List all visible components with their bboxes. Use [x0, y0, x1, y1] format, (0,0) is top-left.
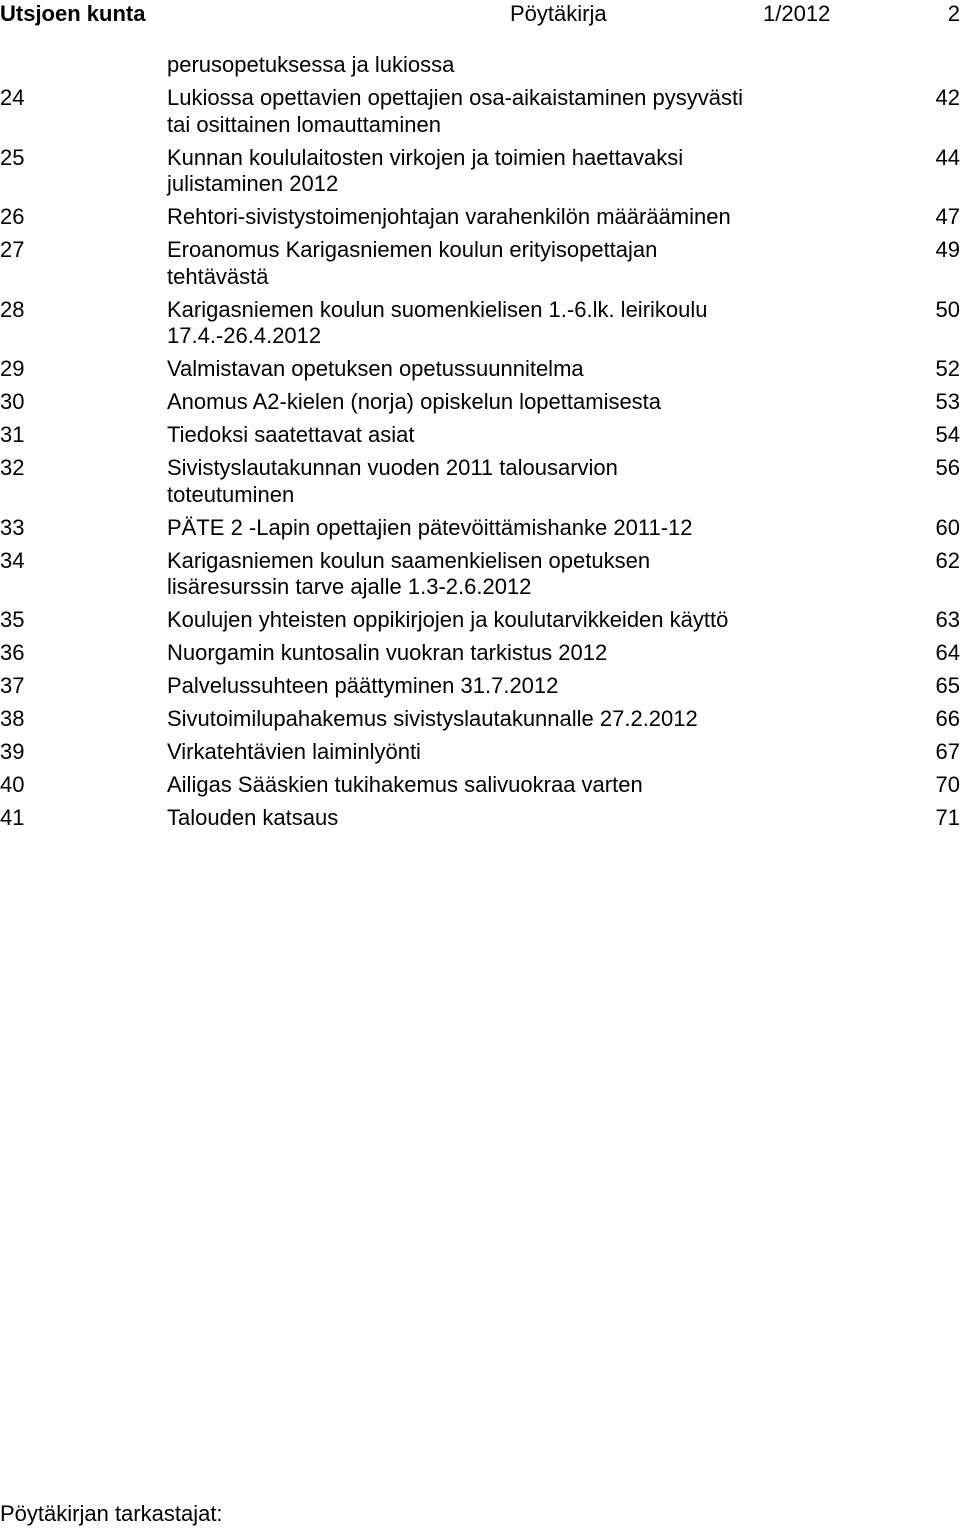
- toc-row: [0, 389, 960, 416]
- section-number: 40: [0, 772, 25, 797]
- section-title: Sivutoimilupahakemus sivistyslautakunnalle 27.2.2012: [167, 706, 698, 731]
- section-title: Ailigas Sääskien tukihakemus salivuokraa varten: [167, 772, 643, 797]
- section-page-number: 63: [935, 607, 960, 632]
- section-number: 35: [0, 607, 25, 632]
- toc-row: [0, 204, 960, 231]
- toc-row: [0, 673, 960, 700]
- section-title: perusopetuksessa ja lukiossa: [167, 52, 455, 77]
- section-page-number: 66: [935, 706, 960, 731]
- section-page-number: 65: [935, 673, 960, 698]
- section-page-number: 49: [935, 237, 960, 262]
- section-page-number: 53: [935, 389, 960, 414]
- document-number: 1/2012: [763, 1, 831, 26]
- section-title: Lukiossa opettavien opettajien osa-aikaistaminen pysyvästi tai osittainen lomauttaminen: [167, 85, 743, 137]
- section-number: 30: [0, 389, 25, 414]
- section-page-number: 54: [935, 422, 960, 447]
- section-title: Karigasniemen koulun saamenkielisen opetuksen lisäresurssin tarve ajalle 1.3-2.6.2012: [167, 547, 651, 599]
- section-number: 38: [0, 706, 25, 731]
- toc-row: [0, 739, 960, 766]
- section-page-number: 47: [935, 204, 960, 229]
- section-number: 32: [0, 455, 25, 480]
- toc-row: [0, 548, 960, 601]
- section-number: 27: [0, 237, 25, 262]
- section-number: 33: [0, 514, 25, 540]
- section-page-number: 50: [935, 296, 960, 322]
- toc-row: [0, 145, 960, 198]
- section-page-number: 52: [935, 356, 960, 381]
- section-page-number: 64: [935, 640, 960, 665]
- section-title: Eroanomus Karigasniemen koulun erityisopettajan tehtävästä: [167, 237, 658, 289]
- section-number: 24: [0, 85, 25, 110]
- document-type: Pöytäkirja: [510, 1, 607, 26]
- section-title: Koulujen yhteisten oppikirjojen ja koulutarvikkeiden käyttö: [167, 607, 729, 632]
- toc-row: [0, 455, 960, 508]
- page-number: 2: [947, 1, 960, 26]
- section-number: 26: [0, 204, 25, 229]
- municipality-name: Utsjoen kunta: [0, 1, 146, 26]
- toc-row: [0, 85, 960, 138]
- section-number: 39: [0, 739, 25, 764]
- section-title: Nuorgamin kuntosalin vuokran tarkistus 2012: [167, 640, 608, 665]
- section-page-number: 71: [935, 805, 960, 830]
- section-number: 28: [0, 296, 25, 322]
- toc-row: [0, 237, 960, 290]
- section-title: Talouden katsaus: [167, 805, 339, 830]
- section-title: Sivistyslautakunnan vuoden 2011 talousarvion toteutuminen: [167, 455, 618, 507]
- section-page-number: 67: [935, 739, 960, 764]
- toc-row: [0, 805, 960, 832]
- section-page-number: 44: [935, 144, 960, 170]
- section-page-number: 60: [935, 514, 960, 540]
- toc-row: [0, 607, 960, 634]
- toc-row: [0, 640, 960, 667]
- section-title: Valmistavan opetuksen opetussuunnitelma: [167, 356, 584, 381]
- section-number: 34: [0, 547, 25, 573]
- toc-row: [0, 356, 960, 383]
- section-title: Tiedoksi saatettavat asiat: [167, 422, 415, 447]
- section-page-number: 56: [935, 455, 960, 480]
- section-title: Rehtori-sivistystoimenjohtajan varahenkilön määrääminen: [167, 204, 731, 229]
- section-number: 31: [0, 422, 25, 447]
- toc-row: [0, 52, 960, 79]
- section-number: 29: [0, 356, 25, 381]
- section-number: 25: [0, 144, 25, 170]
- section-number: 37: [0, 673, 25, 698]
- section-title: Karigasniemen koulun suomenkielisen 1.-6.lk. leirikoulu 17.4.-26.4.2012: [167, 296, 708, 348]
- toc-row: [0, 422, 960, 449]
- toc-row: [0, 515, 960, 542]
- toc-row: [0, 297, 960, 350]
- section-page-number: 62: [935, 547, 960, 573]
- section-number: 36: [0, 640, 25, 665]
- minutes-reviewers-label: Pöytäkirjan tarkastajat:: [0, 1501, 223, 1526]
- section-title: Virkatehtävien laiminlyönti: [167, 739, 421, 764]
- page-header: [0, 0, 960, 28]
- section-page-number: 70: [935, 772, 960, 797]
- toc-row: [0, 706, 960, 733]
- section-title: Kunnan koululaitosten virkojen ja toimien haettavaksi julistaminen 2012: [167, 144, 684, 196]
- table-of-contents: [0, 52, 960, 838]
- section-page-number: 42: [935, 85, 960, 110]
- section-number: 41: [0, 805, 25, 830]
- toc-row: [0, 772, 960, 799]
- section-title: PÄTE 2 -Lapin opettajien pätevöittämishanke 2011-12: [167, 514, 693, 540]
- section-title: Anomus A2-kielen (norja) opiskelun lopettamisesta: [167, 389, 662, 414]
- section-title: Palvelussuhteen päättyminen 31.7.2012: [167, 673, 559, 698]
